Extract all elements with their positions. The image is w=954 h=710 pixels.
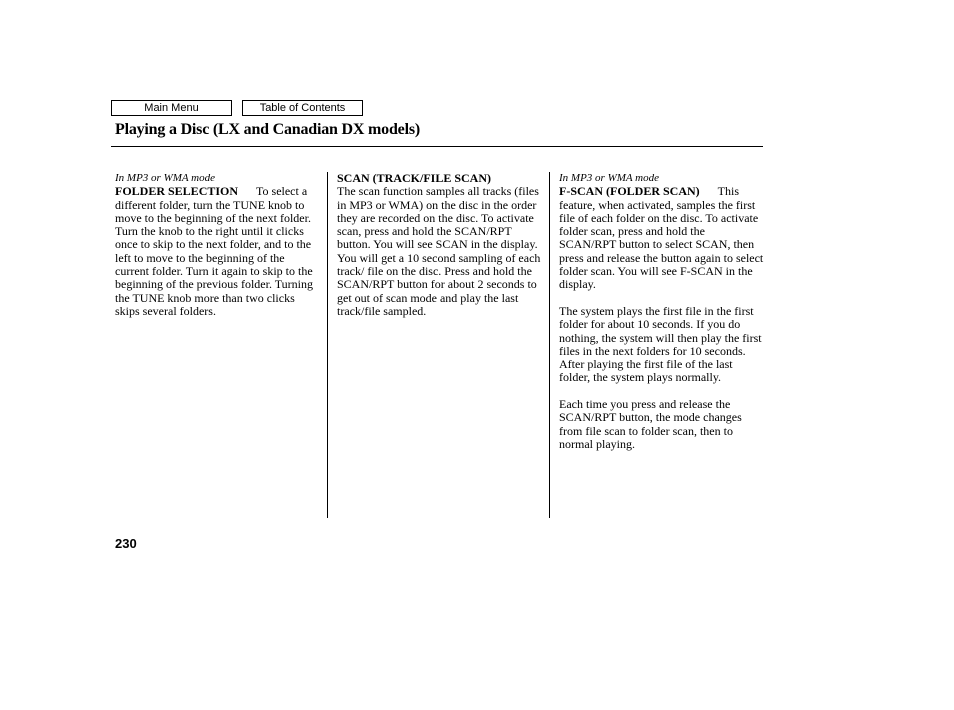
section-body: This feature, when activated, samples the first file of each folder on the disc. To activate folder scan, press and hold the SCAN/RPT button to select SCAN, then press and release the button again to select folder scan. You will see F-SCAN in the display. xyxy=(559,184,764,292)
section-heading-folder-selection: FOLDER SELECTION xyxy=(115,184,239,199)
section-paragraph: The system plays the first file in the first folder for about 10 seconds. If you do nothing, the system will then play the first files in the next folders for 10 seconds. After playing the first file of the last folder, the system plays normally. xyxy=(559,303,762,385)
column-divider xyxy=(327,172,328,518)
column-scan xyxy=(337,172,543,318)
section-paragraph: Each time you press and release the SCAN/RPT button, the mode changes from file scan to folder scan, then to normal playing. xyxy=(559,397,742,451)
table-of-contents-button[interactable]: Table of Contents xyxy=(242,100,363,116)
column-folder-selection xyxy=(115,172,321,318)
column-folder-scan xyxy=(559,172,765,451)
mode-note: In MP3 or WMA mode xyxy=(559,172,659,184)
column-divider xyxy=(549,172,550,518)
title-divider xyxy=(111,146,763,147)
page-title: Playing a Disc (LX and Canadian DX models) xyxy=(115,121,420,138)
section-body: To select a different folder, turn the TUNE knob to move to the beginning of the next folder. Turn the knob to the right until it clicks once to skip to the next folder, and to the left to move to the beginning of the current folder. Turn it again to skip to the beginning of the previous folder. Turning the TUNE knob more than two clicks skips several folders. xyxy=(115,184,313,318)
page-number: 230 xyxy=(115,536,137,551)
section-heading-folder-scan: F-SCAN (FOLDER SCAN) xyxy=(559,184,700,199)
mode-note: In MP3 or WMA mode xyxy=(115,172,215,184)
main-menu-button[interactable]: Main Menu xyxy=(111,100,232,116)
section-heading-scan: SCAN (TRACK/FILE SCAN) xyxy=(337,171,492,185)
section-body: The scan function samples all tracks (files in MP3 or WMA) on the disc in the order they are recorded on the disc. To activate scan, press and hold the SCAN/RPT button. You will see SCAN in the display. You will get a 10 second sampling of each track/ file on the disc. Press and hold the SCAN/RPT button for about 2 seconds to get out of scan mode and play the last track/file sampled. xyxy=(337,184,541,318)
